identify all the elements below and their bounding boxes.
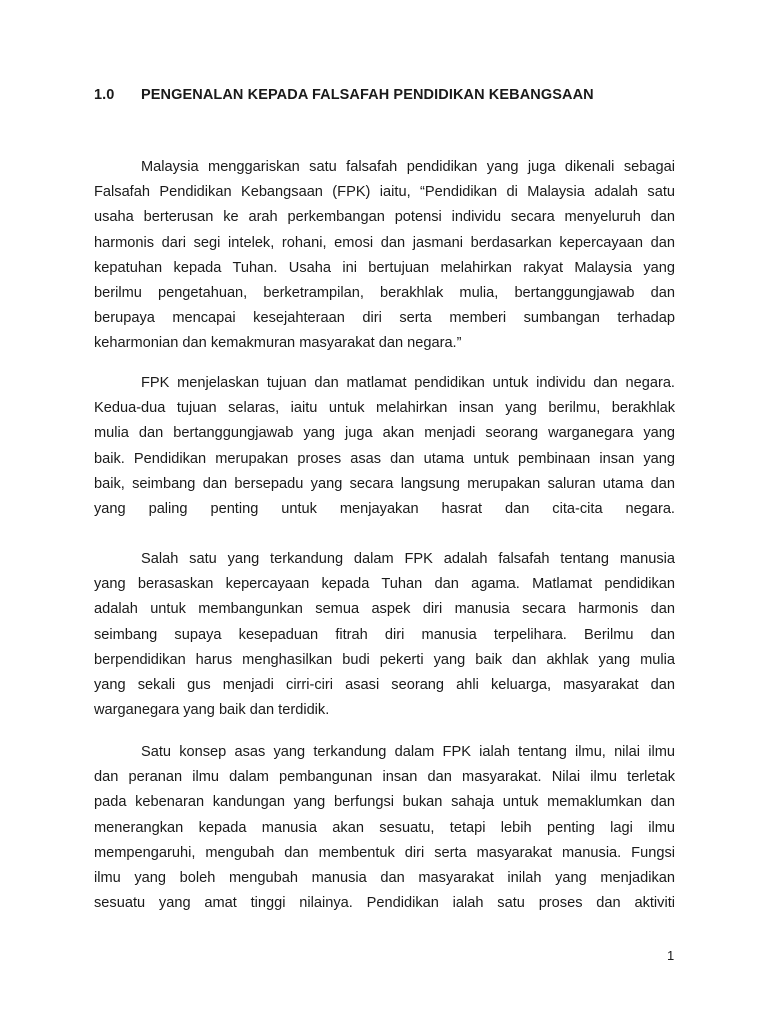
paragraph-line: berupaya mencapai kesejahteraan diri serta memberi sumbangan terhadap: [94, 310, 675, 327]
paragraph-line: dan peranan ilmu dalam pembangunan insan dan masyarakat. Nilai ilmu terletak: [94, 769, 675, 786]
page-number: 1: [667, 948, 675, 963]
paragraph-2: [94, 371, 675, 522]
paragraph-line: ilmu yang boleh mengubah manusia dan masyarakat inilah yang menjadikan: [94, 869, 675, 886]
paragraph-line: kepatuhan kepada Tuhan. Usaha ini bertujuan melahirkan rakyat Malaysia yang: [94, 259, 675, 276]
section-heading: [94, 87, 594, 103]
paragraph-line: harmonis dari segi intelek, rohani, emosi dan jasmani berdasarkan kepercayaan dan: [94, 234, 675, 251]
paragraph-line: usaha berterusan ke arah perkembangan potensi individu secara menyeluruh dan: [94, 209, 675, 226]
paragraph-line: baik, seimbang dan bersepadu yang secara langsung merupakan saluran utama dan: [94, 475, 675, 492]
section-title: PENGENALAN KEPADA FALSAFAH PENDIDIKAN KEBANGSAAN: [141, 87, 594, 103]
paragraph-4: [94, 740, 675, 916]
paragraph-line: mempengaruhi, mengubah dan membentuk diri serta masyarakat manusia. Fungsi: [94, 844, 675, 861]
paragraph-line: berilmu pengetahuan, berketrampilan, berakhlak mulia, bertanggungjawab dan: [94, 284, 675, 301]
paragraph-line: Satu konsep asas yang terkandung dalam FPK ialah tentang ilmu, nilai ilmu: [141, 744, 675, 760]
paragraph-line: yang berasaskan kepercayaan kepada Tuhan dan agama. Matlamat pendidikan: [94, 576, 675, 593]
paragraph-3: [94, 547, 675, 723]
paragraph-line: sesuatu yang amat tinggi nilainya. Pendidikan ialah satu proses dan aktiviti: [94, 895, 675, 912]
paragraph-line: keharmonian dan kemakmuran masyarakat dan negara.”: [94, 335, 462, 352]
paragraph-line: menerangkan kepada manusia akan sesuatu, tetapi lebih penting lagi ilmu: [94, 819, 675, 836]
paragraph-line: Falsafah Pendidikan Kebangsaan (FPK) iaitu, “Pendidikan di Malaysia adalah satu: [94, 184, 675, 201]
section-number: 1.0: [94, 87, 115, 103]
paragraph-1: [94, 155, 675, 357]
paragraph-line: adalah untuk membangunkan semua aspek diri manusia secara harmonis dan: [94, 601, 675, 618]
paragraph-line: pada kebenaran kandungan yang berfungsi bukan sahaja untuk memaklumkan dan: [94, 794, 675, 811]
paragraph-line: yang paling penting untuk menjayakan hasrat dan cita-cita negara.: [94, 500, 675, 517]
paragraph-line: Kedua-dua tujuan selaras, iaitu untuk melahirkan insan yang berilmu, berakhlak: [94, 400, 675, 417]
paragraph-line: yang sekali gus menjadi cirri-ciri asasi seorang ahli keluarga, masyarakat dan: [94, 676, 675, 693]
paragraph-line: seimbang supaya kesepaduan fitrah diri manusia terpelihara. Berilmu dan: [94, 626, 675, 643]
paragraph-line: FPK menjelaskan tujuan dan matlamat pendidikan untuk individu dan negara.: [141, 375, 675, 391]
paragraph-line: baik. Pendidikan merupakan proses asas dan utama untuk pembinaan insan yang: [94, 450, 675, 467]
paragraph-line: warganegara yang baik dan terdidik.: [94, 702, 330, 719]
paragraph-line: Malaysia menggariskan satu falsafah pendidikan yang juga dikenali sebagai: [141, 159, 675, 175]
paragraph-line: Salah satu yang terkandung dalam FPK adalah falsafah tentang manusia: [141, 551, 675, 567]
paragraph-line: berpendidikan harus menghasilkan budi pekerti yang baik dan akhlak yang mulia: [94, 651, 675, 668]
paragraph-line: mulia dan bertanggungjawab yang juga akan menjadi seorang warganegara yang: [94, 425, 675, 442]
